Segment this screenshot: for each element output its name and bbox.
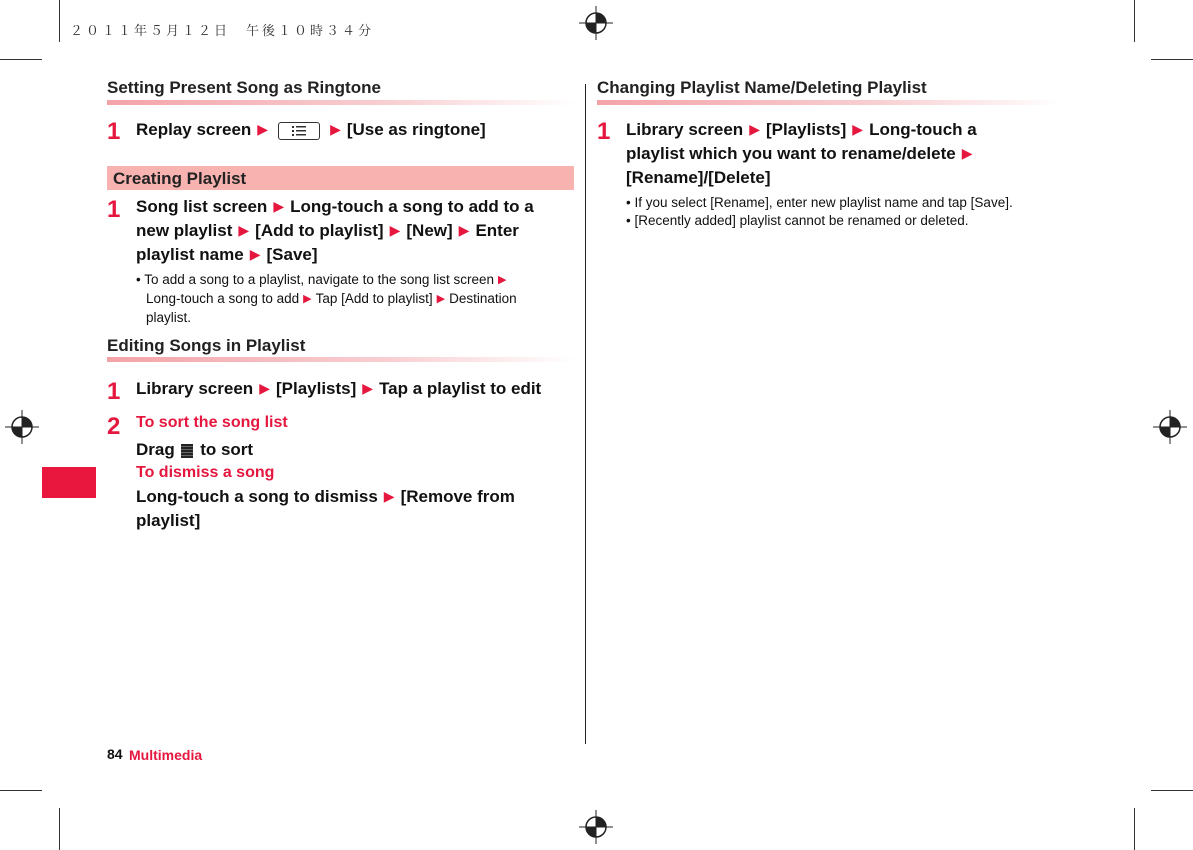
note-text: Destination — [449, 291, 517, 306]
step-part: Tap a playlist to edit — [379, 379, 542, 398]
note-text: Long-touch a song to add — [146, 291, 300, 306]
arrow-icon: ▶ — [749, 121, 760, 137]
step-part: Long-touch a song to dismiss — [136, 487, 378, 506]
step-part: [Playlists] — [765, 120, 847, 139]
section-rule — [597, 100, 1063, 105]
step-rename — [626, 118, 1066, 190]
arrow-icon: ▶ — [330, 121, 341, 137]
crop-mark — [59, 0, 60, 42]
step-ringtone — [136, 118, 576, 142]
arrow-icon: ▶ — [273, 198, 285, 214]
arrow-icon: ▶ — [238, 222, 250, 238]
bullet: • — [626, 213, 631, 228]
step-part: Replay screen — [136, 120, 252, 139]
crop-mark — [1151, 59, 1193, 60]
print-timestamp: ２０１１年５月１２日 午後１０時３４分 — [70, 24, 375, 39]
registration-mark-icon — [5, 410, 39, 444]
arrow-icon: ▶ — [362, 380, 374, 396]
note-text: Tap [Add to playlist] — [315, 291, 433, 306]
step-part: [Use as ringtone] — [346, 120, 486, 139]
section-rule — [107, 100, 577, 105]
note-text: [Recently added] playlist cannot be renamed or deleted. — [634, 213, 969, 228]
arrow-icon: ▶ — [389, 222, 401, 238]
crop-mark — [1151, 790, 1193, 791]
arrow-icon: ▶ — [249, 246, 261, 262]
arrow-icon: ▶ — [383, 488, 395, 504]
arrow-icon: ▶ — [458, 222, 470, 238]
footer-section: Multimedia — [129, 747, 203, 763]
section-title-rename: Changing Playlist Name/Deleting Playlist — [597, 78, 927, 97]
bullet: • — [136, 272, 141, 287]
registration-mark-icon — [1153, 410, 1187, 444]
step-sort — [136, 438, 253, 462]
step-part: [Save] — [266, 245, 318, 264]
section-title-edit: Editing Songs in Playlist — [107, 336, 306, 355]
arrow-icon: ▶ — [852, 121, 864, 137]
step-edit-1 — [136, 377, 581, 401]
menu-key-icon — [278, 122, 320, 140]
arrow-icon: ▶ — [961, 145, 973, 161]
note-create — [136, 271, 581, 327]
arrow-icon: ▶ — [259, 380, 270, 396]
step-number: 1 — [107, 378, 121, 405]
step-part: [Add to playlist] — [255, 221, 384, 240]
note-rename — [626, 194, 1066, 230]
step-number: 1 — [107, 196, 121, 223]
subheading-dismiss: To dismiss a song — [136, 464, 275, 481]
step-part: [Remove from — [400, 487, 515, 506]
step-part: Library screen — [136, 379, 254, 398]
crop-mark — [0, 59, 42, 60]
step-part: playlist name — [136, 245, 244, 264]
step-number: 1 — [597, 118, 611, 145]
crop-mark — [1134, 0, 1135, 42]
section-title-create: Creating Playlist — [113, 169, 247, 188]
arrow-icon: ▶ — [303, 293, 312, 305]
step-part: new playlist — [136, 221, 233, 240]
step-part: [New] — [406, 221, 453, 240]
step-part: [Playlists] — [275, 379, 357, 398]
step-part: Long-touch a — [869, 120, 977, 139]
arrow-icon: ▶ — [436, 293, 446, 305]
note-text: playlist. — [146, 310, 192, 325]
step-create — [136, 195, 581, 267]
step-part: Song list screen — [136, 197, 268, 216]
step-part: to sort — [200, 440, 254, 459]
step-part: playlist which you want to rename/delete — [626, 144, 956, 163]
arrow-icon: ▶ — [257, 121, 269, 137]
section-title-ringtone: Setting Present Song as Ringtone — [107, 78, 381, 97]
step-part: playlist] — [136, 511, 201, 530]
section-rule — [107, 357, 577, 362]
step-part: [Rename]/[Delete] — [626, 168, 771, 187]
chapter-tab — [42, 467, 96, 498]
registration-mark-icon — [579, 6, 613, 40]
note-text: To add a song to a playlist, navigate to the song list screen — [144, 272, 494, 287]
crop-mark — [1134, 808, 1135, 850]
step-number: 2 — [107, 413, 121, 440]
step-number: 1 — [107, 118, 121, 145]
drag-handle-icon — [181, 444, 193, 458]
note-text: If you select [Rename], enter new playlist name and tap [Save]. — [634, 195, 1013, 210]
registration-mark-icon — [579, 810, 613, 844]
step-dismiss — [136, 485, 581, 533]
subheading-sort: To sort the song list — [136, 414, 288, 431]
step-part: Enter — [475, 221, 519, 240]
arrow-icon: ▶ — [497, 274, 507, 286]
page-number: 84 — [107, 746, 123, 762]
column-divider — [585, 84, 586, 744]
crop-mark — [0, 790, 42, 791]
step-part: Drag — [136, 440, 175, 459]
step-part: Long-touch a song to add to a — [290, 197, 534, 216]
step-part: Library screen — [626, 120, 744, 139]
section-band-create — [107, 166, 574, 190]
crop-mark — [59, 808, 60, 850]
bullet: • — [626, 195, 631, 210]
